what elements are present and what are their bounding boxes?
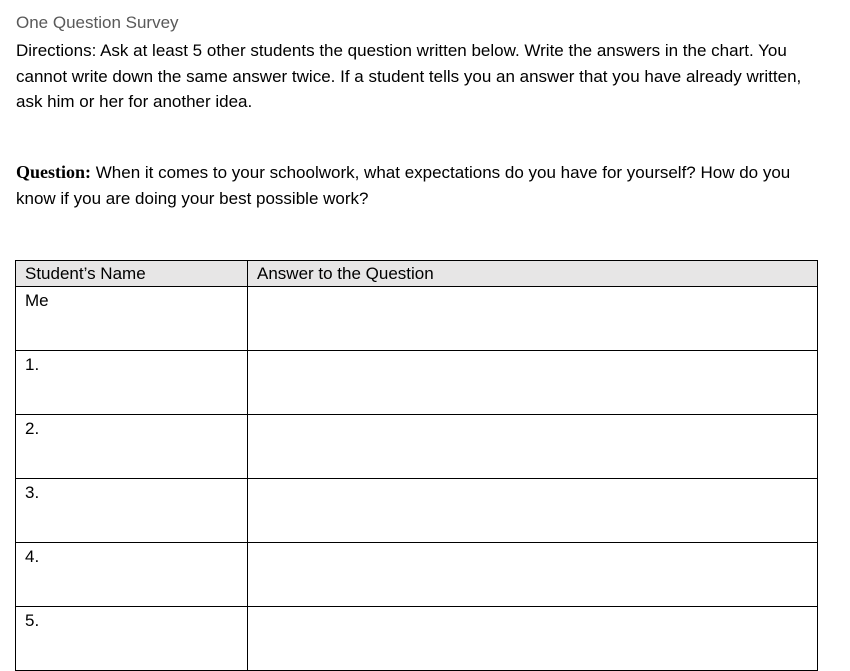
survey-table xyxy=(15,260,818,671)
student-name-cell[interactable]: 4. xyxy=(16,543,248,607)
table-row xyxy=(16,351,818,415)
table-row xyxy=(16,479,818,543)
student-name-cell[interactable]: 1. xyxy=(16,351,248,415)
student-name-cell[interactable]: 5. xyxy=(16,607,248,671)
table-row xyxy=(16,607,818,671)
student-name-cell[interactable]: 2. xyxy=(16,415,248,479)
question-label: Question: xyxy=(16,162,92,182)
header-student-name: Student’s Name xyxy=(16,261,248,287)
student-name-cell[interactable]: Me xyxy=(16,287,248,351)
table-row xyxy=(16,415,818,479)
table-row xyxy=(16,287,818,351)
directions-text: Directions: Ask at least 5 other students the question written below. Write the answers in the chart. You cannot write down the same answer twice. If a student tells you an answer that you have already written, ask him or her for another idea. xyxy=(16,41,802,111)
answer-cell[interactable] xyxy=(248,351,818,415)
student-name-cell[interactable]: 3. xyxy=(16,479,248,543)
table-row xyxy=(16,543,818,607)
answer-cell[interactable] xyxy=(248,415,818,479)
question-text: When it comes to your schoolwork, what expectations do you have for yourself? How do you know if you are doing your best possible work? xyxy=(16,163,791,208)
answer-cell[interactable] xyxy=(248,607,818,671)
answer-cell[interactable] xyxy=(248,287,818,351)
header-answer: Answer to the Question xyxy=(248,261,818,287)
answer-cell[interactable] xyxy=(248,543,818,607)
table-header-row xyxy=(16,261,818,287)
answer-cell[interactable] xyxy=(248,479,818,543)
question-block xyxy=(16,160,816,211)
document-title: One Question Survey xyxy=(16,13,179,32)
